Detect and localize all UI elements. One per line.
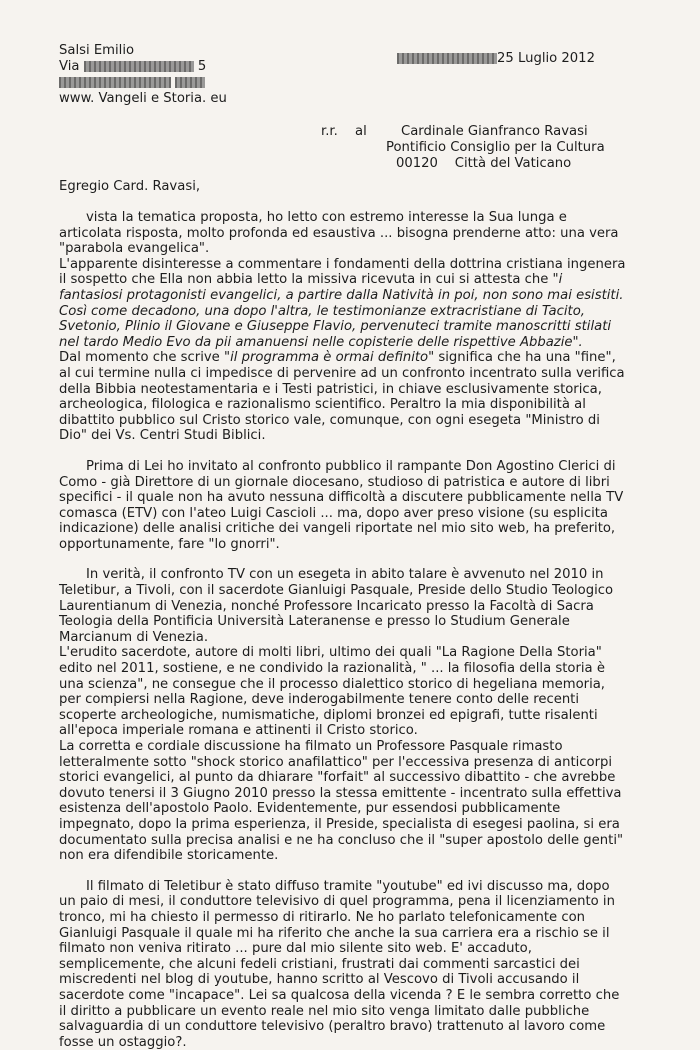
delivery-prefix: al (355, 124, 367, 139)
quoted-programma: "il programma è ormai definito" (224, 350, 435, 366)
sender-city-line (59, 75, 205, 91)
recipient-block (386, 124, 605, 172)
sender-name: Salsi Emilio (59, 43, 135, 58)
recipient-zip: 00120 (396, 156, 438, 171)
paragraph-3a: In verità, il confronto TV con un esegeta in abito talare è avvenuto nel 2010 in Teletibur, a Tivoli, con il sacerdote Gianluigi Pasquale, Preside dello Studio Teologico Laurentianum di Venezia, nonché Professore Incaricato presso la Facoltà di Sacra Teologia della Pontificia Università Lateranense e presso lo Studium Generale Marcianum di Venezia. (59, 567, 614, 645)
salutation: Egregio Card. Ravasi, (59, 179, 201, 194)
letter-date: 25 Luglio 2012 (497, 51, 595, 66)
date-line (397, 51, 595, 67)
sender-website: www. Vangeli e Storia. eu (59, 91, 227, 106)
paragraph-3b: L'erudito sacerdote, autore di molti libri, ultimo dei quali "La Ragione Della Storia" edito nel 2011, sostiene, e ne condivido la razionalità, " ... la filosofia della storia è una scienza", ne consegue che il processo dialettico storico di hegeliana memoria, per compiersi nella Ragione, deve inderogabilmente tenere conto delle recenti scoperte archeologiche, numismatiche, diplomi bronzei ed epigrafi, tutte risalenti all'epoca imperiale romana e attinenti il Cristo storico. (59, 645, 605, 739)
recipient-line1: Cardinale Gianfranco Ravasi (401, 124, 588, 139)
recipient-line3 (386, 156, 605, 172)
redacted-postal-city (59, 77, 171, 88)
letter-body (59, 210, 627, 1050)
sender-street (59, 59, 206, 75)
recipient-line2: Pontificio Consiglio per la Cultura (386, 140, 605, 155)
street-number: 5 (197, 59, 207, 74)
quoted-claim: "i fantasiosi protagonisti evangelici, a partire dalla Natività in poi, non sono mai esistiti. Così come decadono, una dopo l'altra, le testimonianze extracristiane di Tacito, Svetonio, Plinio il Giovane e Giuseppe Flavio, pervenuteci tramite manoscritti stilati nel tardo Medio Evo da pii amanuensi nelle copisterie delle rispettive Abbazie". (59, 272, 624, 350)
recipient-city: Città del Vaticano (454, 156, 572, 171)
paragraph-3c: La corretta e cordiale discussione ha filmato un Professore Pasquale rimasto letteralmente sotto "shock storico anafilattico" per l'eccessiva presenza di anticorpi storici evangelici, al punto da dhiarare "forfait" al successivo dibattito - che avrebbe dovuto tenersi il 3 Giugno 2010 presso la stessa emittente - incentrato sulla effettiva esistenza dell'apostolo Paolo. Evidentemente, pur essendosi pubblicamente impegnato, dopo la prima esperienza, il Preside, specialista di esegesi paolina, si era documentato sulla precisa analisi e ne ha concluso che il "super apostolo delle genti" non era difendibile storicamente. (59, 739, 624, 864)
paragraph-4: Il filmato di Teletibur è stato diffuso tramite "youtube" ed ivi discusso ma, dopo un paio di mesi, il conduttore televisivo di quel programma, pena il licenziamento in tronco, mi ha chiesto il permesso di ritirarlo. Ne ho parlato telefonicamente con Gianluigi Pasquale il quale mi ha riferito che anche la sua carriera era a rischio se il filmato non veniva ritirato ... pure dal mio silente sito web. E' accaduto, semplicemente, che alcuni fedeli cristiani, frustrati dai commenti sarcastici dei miscredenti nel blog di youtube, hanno scritto al Vescovo di Tivoli accusando il sacerdote come "incapace". Lei sa qualcosa della vicenda ? E le sembra corretto che il diritto a pubblicare un evento reale nel mio sito venga limitato dalle pubbliche salvaguardia di un conduttore televisivo (peraltro bravo) trattenuto al lavoro come fosse un ostaggio?. (59, 878, 620, 1050)
paragraph-2: Prima di Lei ho invitato al confronto pubblico il rampante Don Agostino Clerici di Como - già Direttore di un giornale diocesano, studioso di patristica e autore di libri specifici - il quale non ha avuto nessuna difficoltà a discutere pubblicamente nella TV comasca (ETV) con l'ateo Luigi Cascioli ... ma, dopo aver preso visione (su esplicita indicazione) delle analisi critiche dei vangeli riportate nel mio sito web, ha preferito, opportunamente, fare "lo gnorri". (59, 458, 624, 552)
redacted-place (397, 53, 497, 64)
delivery-method: r.r. (321, 124, 338, 139)
paragraph-1b: L'apparente disinteresse a commentare i fondamenti della dottrina cristiana ingenera il sospetto che Ella non abbia letto la missiva ricevuta in cui si attesta che "i fantasiosi protagonisti evangelici, a partire dalla Natività in poi, non sono mai esistiti. Così come decadono, una dopo l'altra, le testimonianze extracristiane di Tacito, Svetonio, Plinio il Giovane e Giuseppe Flavio, pervenuteci tramite manoscritti stilati nel tardo Medio Evo da pii amanuensi nelle copisterie delle rispettive Abbazie". (59, 256, 626, 350)
redacted-street-name (84, 61, 194, 72)
redacted-province (175, 77, 205, 88)
paragraph-1a: vista la tematica proposta, ho letto con estremo interesse la Sua lunga e articolata risposta, molto profonda ed esaustiva ... bisogna prenderne atto: una vera "parabola evangelica". (59, 210, 619, 257)
paragraph-1c: Dal momento che scrive "il programma è ormai definito" significa che ha una "fine", al cui termine nulla ci impedisce di pervenire ad un confronto incentrato sulla verifica della Bibbia neotestamentaria e i Testi patristici, in chiave esclusivamente storica, archeologica, filologica e razionalismo scientifico. Peraltro la mia disponibilità al dibattito pubblico sul Cristo storico vale, comunque, con ogni esegeta "Ministro di Dio" dei Vs. Centri Studi Biblici. (59, 350, 625, 444)
street-prefix: Via (59, 59, 80, 74)
